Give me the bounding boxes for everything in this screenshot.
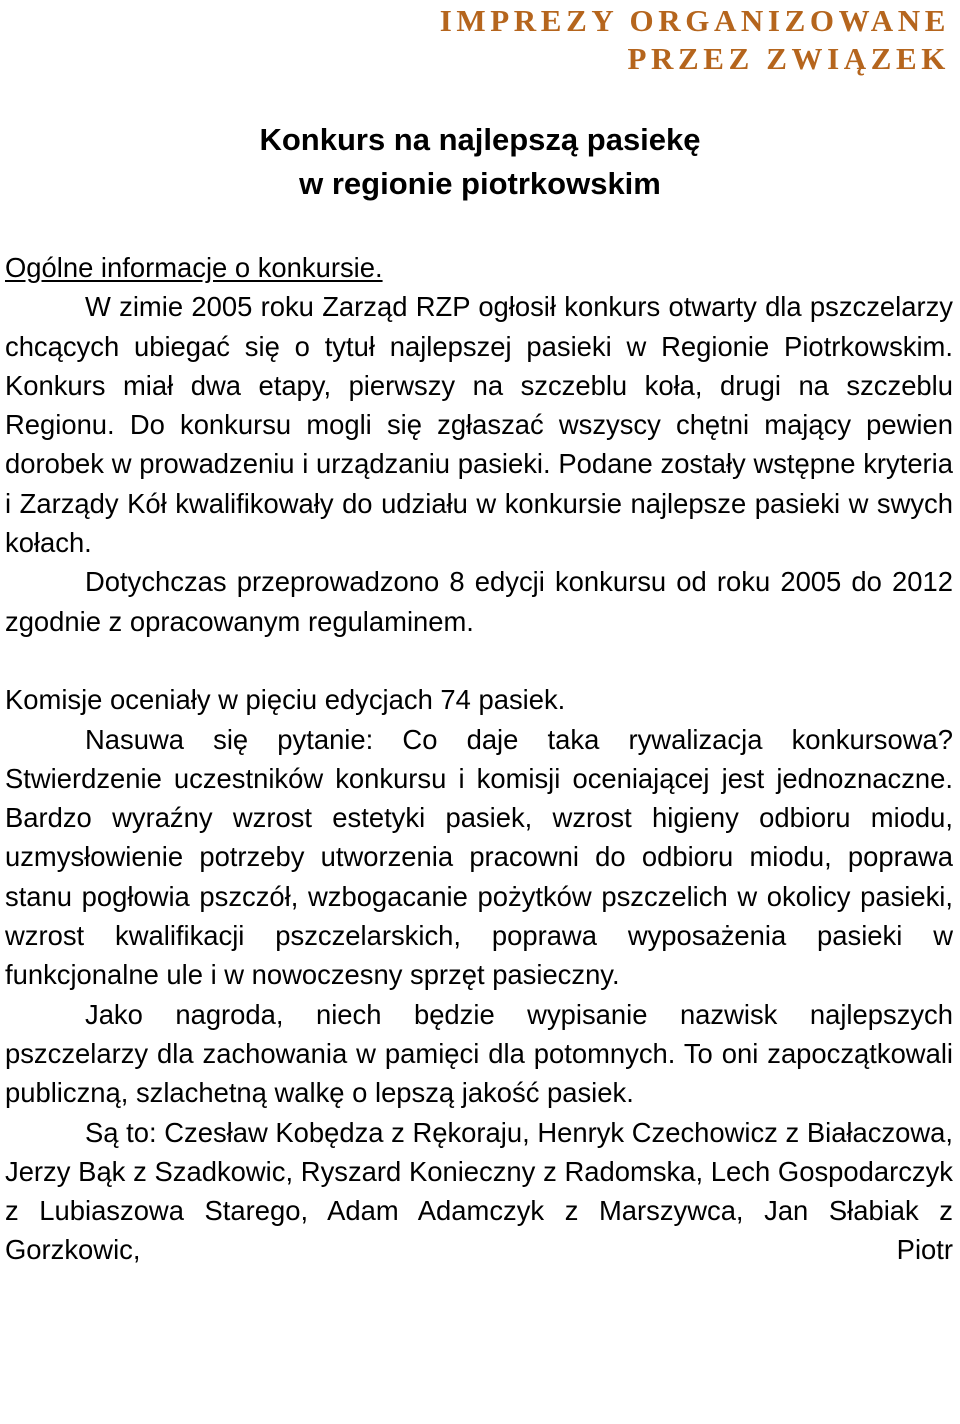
section-header-line-1: IMPREZY ORGANIZOWANE: [439, 3, 950, 38]
paragraph-1: W zimie 2005 roku Zarząd RZP ogłosił konkurs otwarty dla pszczelarzy chcących ubiegać się o tytuł najlepszej pasieki w Regionie Piotrkowskim. Konkurs miał dwa etapy, pierwszy na szczeblu koła, drugi na szczeblu Regionu. Do konkursu mogli się zgłaszać wszyscy chętni mający pewien dorobek w prowadzeniu i urządzaniu pasieki. Podane zostały wstępne kryteria i Zarządy Kół kwalifikowały do udziału w konkursie najlepsze pasieki w swych kołach.: [5, 291, 953, 559]
article-title-line-2: w regionie piotrkowskim: [299, 166, 661, 201]
article-title: [0, 118, 960, 206]
paragraph-4: Nasuwa się pytanie: Co daje taka rywalizacja konkursowa? Stwierdzenie uczestników konkursu i komisji oceniającej jest jednoznaczne. Bardzo wyraźny wzrost estetyki pasiek, wzrost higieny odbioru miodu, uzmysłowienie potrzeby utworzenia pracowni do odbioru miodu, poprawa stanu pogłowia pszczół, wzbogacanie pożytków pszczelich w okolicy pasieki, wzrost kwalifikacji pszczelarskich, poprawa wyposażenia pasieki w funkcjonalne ule i w nowoczesny sprzęt pasieczny.: [5, 723, 953, 991]
article-body: [5, 248, 953, 1270]
paragraph-6: Są to: Czesław Kobędza z Rękoraju, Henryk Czechowicz z Białaczowa, Jerzy Bąk z Szadkowic, Ryszard Konieczny z Radomska, Lech Gospodarczyk z Lubiaszowa Starego, Adam Adamczyk z Marszywca, Jan Słabiak z Gorzkowic, Piotr: [5, 1116, 953, 1266]
paragraph-5: Jako nagroda, niech będzie wypisanie nazwisk najlepszych pszczelarzy dla zachowania w pamięci dla potomnych. To oni zapoczątkowali publiczną, szlachetną walkę o lepszą jakość pasiek.: [5, 998, 953, 1109]
paragraph-3: Komisje oceniały w pięciu edycjach 74 pasiek.: [5, 684, 566, 716]
paragraph-2: Dotychczas przeprowadzono 8 edycji konkursu od roku 2005 do 2012 zgodnie z opracowanym regulaminem.: [5, 566, 953, 637]
section-header: [250, 2, 950, 78]
section-header-line-2: PRZEZ ZWIĄZEK: [627, 41, 950, 76]
subheading-text: Ogólne informacje o konkursie.: [5, 252, 383, 283]
subheading: [5, 248, 953, 287]
article-title-line-1: Konkurs na najlepszą pasiekę: [259, 122, 701, 157]
